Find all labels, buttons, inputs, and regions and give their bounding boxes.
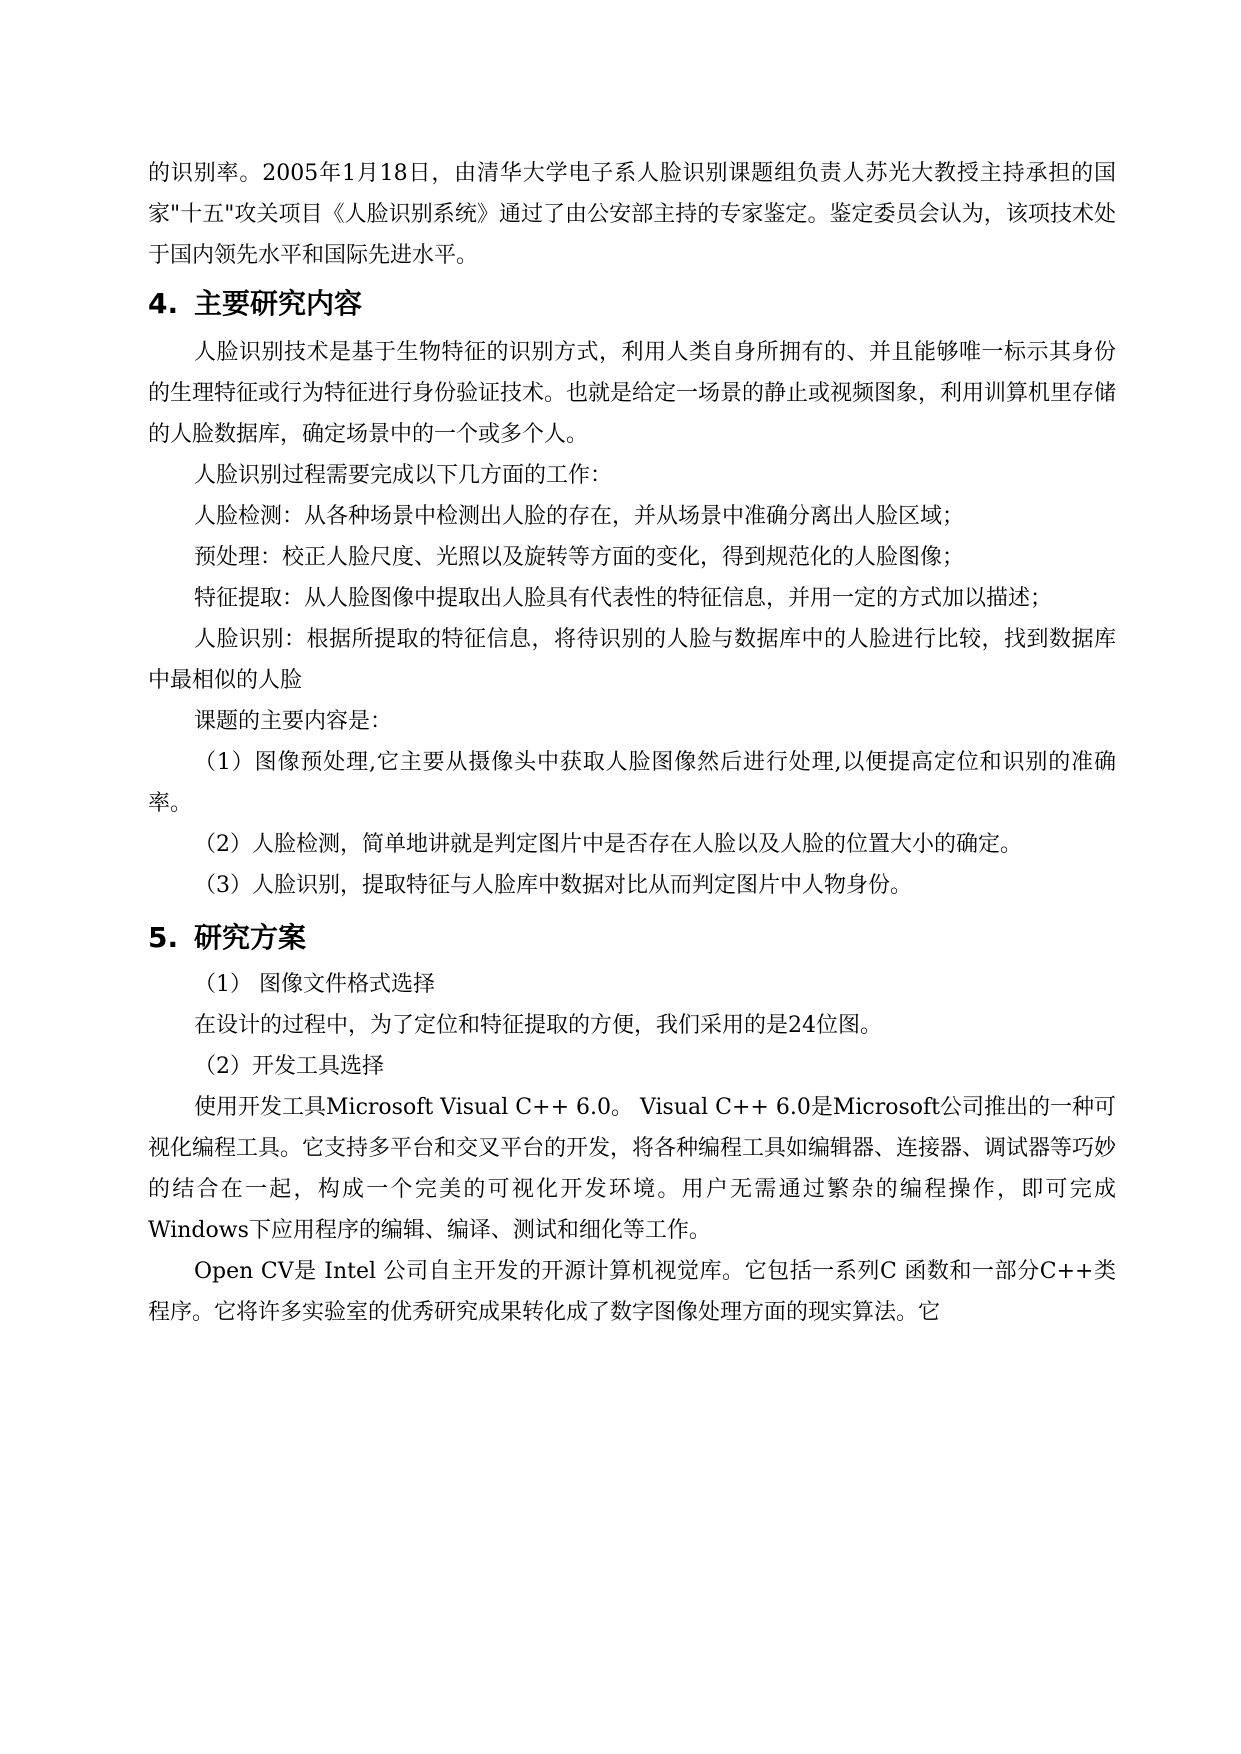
section-4-list-item-3: （3）人脸识别，提取特征与人脸库中数据对比从而判定图片中人物身份。 (194, 873, 912, 898)
section-4-list-item-1: （1）图像预处理,它主要从摄像头中获取人脸图像然后进行处理,以便提高定位和识别的准确率。 (148, 750, 1116, 816)
section-4-paragraph-1: 人脸识别技术是基于生物特征的识别方式，利用人类自身所拥有的、并且能够唯一标示其身份的生理特征或行为特征进行身份验证技术。也就是给定一场景的静止或视频图象，利用训算机里存储的人脸数据库，确定场景中的一个或多个人。 (148, 340, 1117, 447)
section-5-heading (148, 920, 1116, 956)
section-5-paragraph-3: Open CV是 Intel 公司自主开发的开源计算机视觉库。它包括一系列C 函数和一部分C++类程序。它将许多实验室的优秀研究成果转化成了数字图像处理方面的现实算法。它 (148, 1259, 1116, 1325)
paragraph-intro: 的识别率。2005年1月18日，由清华大学电子系人脸识别课题组负责人苏光大教授主持承担的国家"十五"攻关项目《人脸识别系统》通过了由公安部主持的专家鉴定。鉴定委员会认为，该项技术处于国内领先水平和国际先进水平。 (148, 161, 1116, 268)
section-4-list-item-2: （2）人脸检测，简单地讲就是判定图片中是否存在人脸以及人脸的位置大小的确定。 (194, 832, 1022, 857)
section-5-subheading-1: （1） 图像文件格式选择 (194, 972, 435, 997)
document-body (148, 153, 1116, 1333)
section-4-paragraph-5: 特征提取：从人脸图像中提取出人脸具有代表性的特征信息，并用一定的方式加以描述； (194, 586, 1053, 611)
section-5-subheading-2: （2）开发工具选择 (194, 1054, 384, 1079)
section-5-paragraph-2: 使用开发工具Microsoft Visual C++ 6.0。 Visual C++ 6.0是Microsoft公司推出的一种可视化编程工具。它支持多平台和交叉平台的开发，将各种编程工具如编辑器、连接器、调试器等巧妙的结合在一起，构成一个完美的可视化开发环境。用户无需通过繁杂的编程操作，即可完成Windows下应用程序的编辑、编译、测试和细化等工作。 (148, 1095, 1117, 1243)
section-5-title: 研究方案 (194, 921, 307, 954)
section-5-paragraph-1: 在设计的过程中，为了定位和特征提取的方便，我们采用的是24位图。 (194, 1013, 882, 1038)
section-4-heading (148, 286, 1116, 322)
section-4-paragraph-2: 人脸识别过程需要完成以下几方面的工作： (194, 463, 613, 488)
section-4-paragraph-6: 人脸识别：根据所提取的特征信息，将待识别的人脸与数据库中的人脸进行比较，找到数据库中最相似的人脸 (148, 627, 1116, 693)
section-4-paragraph-7: 课题的主要内容是： (194, 709, 393, 734)
section-4-paragraph-4: 预处理：校正人脸尺度、光照以及旋转等方面的变化，得到规范化的人脸图像； (194, 545, 965, 570)
section-4-paragraph-3: 人脸检测：从各种场景中检测出人脸的存在，并从场景中准确分离出人脸区域； (194, 504, 965, 529)
section-4-title: 主要研究内容 (194, 287, 363, 320)
section-5-number: 5. (148, 921, 179, 954)
section-4-number: 4. (148, 287, 179, 320)
